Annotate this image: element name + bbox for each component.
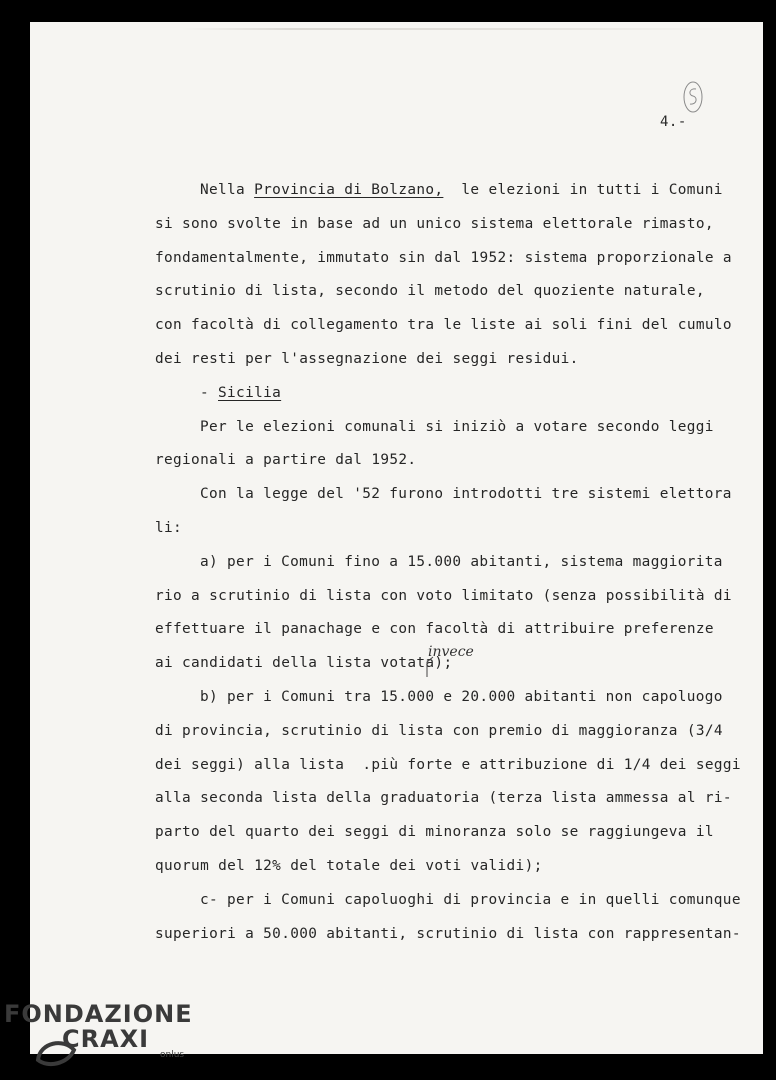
- text-segment: rio a scrutinio di lista con voto limitato (senza possibilità di: [155, 587, 732, 604]
- text-segment: scrutinio di lista, secondo il metodo del quoziente naturale,: [155, 283, 705, 300]
- text-line: [155, 586, 755, 620]
- text-line: [155, 450, 755, 484]
- text-segment: ai candidati della lista votata);: [155, 655, 453, 672]
- text-segment: le elezioni in tutti i Comuni: [443, 182, 723, 198]
- text-line: [155, 180, 755, 214]
- handwritten-page-mark: [682, 80, 704, 114]
- text-line: [155, 417, 755, 451]
- text-segment: fondamentalmente, immutato sin dal 1952: sistema proporzionale a: [155, 249, 732, 266]
- page-number: 4.-: [660, 114, 687, 130]
- text-segment: superiori a 50.000 abitanti, scrutinio di lista con rappresentan-: [155, 925, 741, 942]
- text-line: [155, 856, 755, 890]
- text-segment: Per le elezioni comunali si iniziò a votare secondo leggi: [200, 418, 714, 435]
- text-segment: dei resti per l'assegnazione dei seggi residui.: [155, 350, 579, 367]
- underlined-text: Provincia di Bolzano,: [254, 182, 444, 198]
- text-line: [155, 924, 755, 958]
- text-line: [155, 687, 755, 721]
- text-segment: Con la legge del '52 furono introdotti tre sistemi elettora: [200, 486, 732, 503]
- text-segment: effettuare il panachage e con facoltà di attribuire preferenze: [155, 621, 714, 638]
- text-line: [155, 890, 755, 924]
- text-line: [155, 788, 755, 822]
- scan-artifact: [180, 28, 740, 30]
- text-segment: li:: [155, 519, 183, 536]
- text-segment: dei seggi) alla lista .più forte e attribuzione di 1/4 dei seggi: [155, 756, 741, 773]
- text-line: [155, 822, 755, 856]
- text-line: [155, 484, 755, 518]
- text-segment: alla seconda lista della graduatoria (terza lista ammessa al ri-: [155, 790, 732, 807]
- text-line: [155, 281, 755, 315]
- watermark-line1: FONDAZIONE: [4, 1000, 193, 1028]
- text-segment: Nella: [200, 182, 255, 198]
- text-segment: b) per i Comuni tra 15.000 e 20.000 abitanti non capoluogo: [200, 688, 723, 705]
- text-line: [155, 552, 755, 586]
- text-segment: c- per i Comuni capoluoghi di provincia e in quelli comunque: [200, 891, 741, 908]
- document-page: [30, 22, 763, 1054]
- text-line: [155, 721, 755, 755]
- text-line: [155, 518, 755, 552]
- text-line: [155, 755, 755, 789]
- section-heading-line: [155, 383, 755, 417]
- watermark-line2: CRAXI: [62, 1025, 150, 1053]
- handwritten-annotation: invece: [428, 644, 474, 660]
- text-segment: si sono svolte in base ad un unico sistema elettorale rimasto,: [155, 215, 714, 232]
- text-segment: parto del quarto dei seggi di minoranza solo se raggiungeva il: [155, 824, 714, 841]
- text-line: [155, 214, 755, 248]
- text-line: [155, 248, 755, 282]
- text-segment: -: [200, 384, 219, 401]
- text-segment: regionali a partire dal 1952.: [155, 452, 417, 469]
- text-line: [155, 349, 755, 383]
- text-segment: con facoltà di collegamento tra le liste ai soli fini del cumulo: [155, 317, 732, 334]
- text-segment: quorum del 12% del totale dei voti validi);: [155, 857, 543, 874]
- text-line: [155, 315, 755, 349]
- watermark-sub: onlus: [160, 1050, 185, 1060]
- underlined-text: Sicilia: [218, 384, 282, 401]
- insertion-mark: [425, 656, 435, 678]
- text-segment: a) per i Comuni fino a 15.000 abitanti, sistema maggiorita: [200, 553, 723, 570]
- typed-text-body: [155, 180, 755, 957]
- text-segment: di provincia, scrutinio di lista con premio di maggioranza (3/4: [155, 722, 723, 739]
- watermark: [0, 990, 200, 1080]
